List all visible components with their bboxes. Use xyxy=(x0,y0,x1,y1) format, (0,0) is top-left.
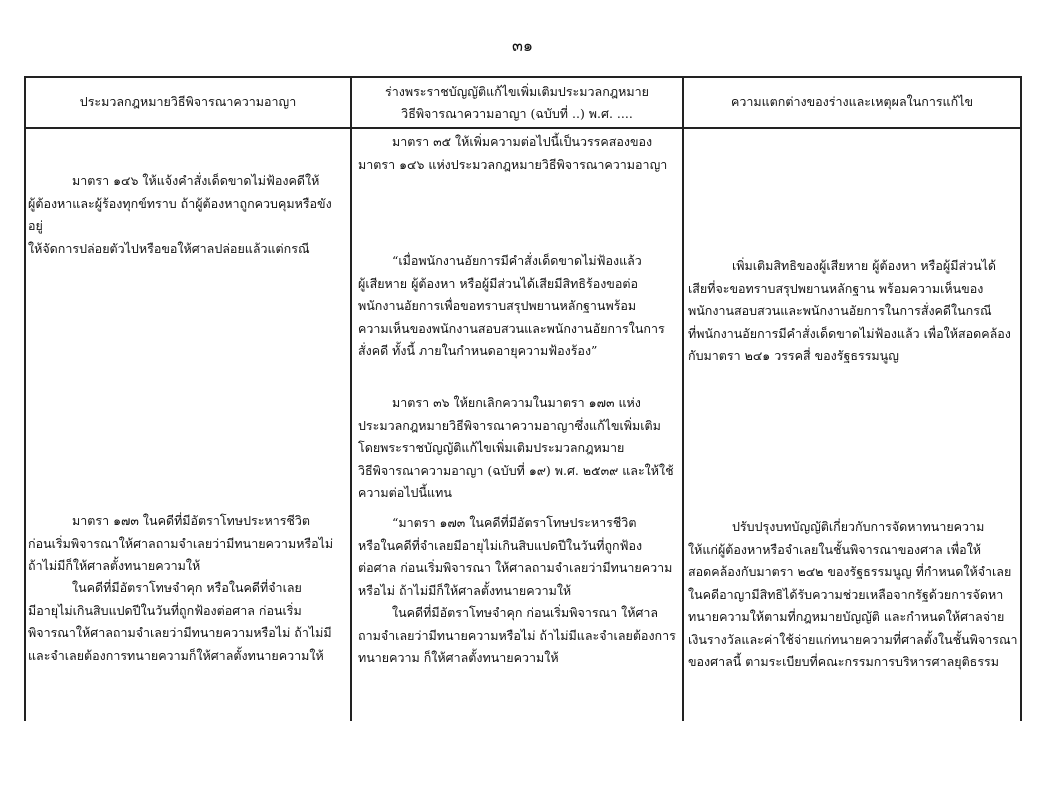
column-divider-1 xyxy=(350,76,352,721)
table-left-border xyxy=(24,76,26,721)
table-top-rule xyxy=(24,76,1022,78)
header-bottom-rule xyxy=(24,127,1022,129)
reason-row-1: เพิ่มเติมสิทธิของผู้เสียหาย ผู้ต้องหา หรือผู้มีส่วนได้ เสียที่จะขอทราบสรุปพยานหลักฐาน พร้อมความเห็นของ พนักงานสอบสวนและพนักงานอัยการในการสั่งคดีในกรณี ที่พนักงานอัยการมีคำสั่งเด็ดขาดไม่ฟ้องแล้ว เพื่อให้สอดคล้อง กับมาตรา ๒๔๑ วรรคสี่ ของรัฐธรรมนูญ xyxy=(688,258,1011,363)
section-173-paragraph-2: ในคดีที่มีอัตราโทษจำคุก หรือในคดีที่จำเลย มีอายุไม่เกินสิบแปดปีในวันที่ถูกฟ้องต่อศาล ก่อนเริ่ม พิจารณาให้ศาลถามจำเลยว่ามีทนายความหรือไม่ ถ้าไม่มี และจำเลยต้องการทนายความก็ให้ศาลตั้งทนายความให้ xyxy=(28,580,332,663)
reason-row-2: ปรับปรุงบทบัญญัติเกี่ยวกับการจัดหาทนายความ ให้แก่ผู้ต้องหาหรือจำเลยในชั้นพิจารณาของศาล เพื่อให้ สอดคล้องกับมาตรา ๒๔๒ ของรัฐธรรมนูญ ที่กำหนดให้จำเลย ในคดีอาญามีสิทธิได้รับความช่วยเหลือจากรัฐด้วยการจัดหา ทนายความให้ตามที่กฎหมายบัญญัติ และกำหนดให้ศาลจ่าย เงินรางวัลและค่าใช้จ่ายแก่ทนายความที่ศาลตั้งในชั้นพิจารณา ของศาลนี้ ตามระเบียบที่คณะกรรมการบริหารศาลยุติธรรม xyxy=(688,519,1018,669)
page-number: ๓๑ xyxy=(511,36,534,55)
draft-section-36-quote-paragraph-1: “มาตรา ๑๗๓ ในคดีที่มีอัตราโทษประหารชีวิต หรือในคดีที่จำเลยมีอายุไม่เกินสิบแปดปีในวันที่ถูกฟ้อง ต่อศาล ก่อนเริ่มพิจารณา ให้ศาลถามจำเลยว่ามีทนายความ หรือไม่ ถ้าไม่มีก็ให้ศาลตั้งทนายความให้ xyxy=(358,515,673,598)
table-right-border xyxy=(1020,76,1022,721)
draft-section-36-quote-paragraph-2: ในคดีที่มีอัตราโทษจำคุก ก่อนเริ่มพิจารณา ให้ศาล ถามจำเลยว่ามีทนายความหรือไม่ ถ้าไม่มีและจำเลยต้องการ ทนายความ ก็ให้ศาลตั้งทนายความให้ xyxy=(358,605,676,665)
header-draft-amendment-line1: ร่างพระราชบัญญัติแก้ไขเพิ่มเติมประมวลกฎหมาย xyxy=(385,84,649,99)
header-differences-reasons: ความแตกต่างของร่างและเหตุผลในการแก้ไข xyxy=(730,94,974,109)
column-divider-2 xyxy=(682,76,684,721)
section-146-text: มาตรา ๑๔๖ ให้แจ้งคำสั่งเด็ดขาดไม่ฟ้องคดีให้ ผู้ต้องหาและผู้ร้องทุกข์ทราบ ถ้าผู้ต้องหาถูกควบคุมหรือขังอยู่ ให้จัดการปล่อยตัวไปหรือขอให้ศาลปล่อยแล้วแต่กรณี xyxy=(28,173,332,256)
draft-section-35-quote: “เมื่อพนักงานอัยการมีคำสั่งเด็ดขาดไม่ฟ้องแล้ว ผู้เสียหาย ผู้ต้องหา หรือผู้มีส่วนได้เสียมีสิทธิร้องขอต่อ พนักงานอัยการเพื่อขอทราบสรุปพยานหลักฐานพร้อม ความเห็นของพนักงานสอบสวนและพนักงานอัยการในการ สั่งคดี ทั้งนี้ ภายในกำหนดอายุความฟ้องร้อง” xyxy=(358,253,665,358)
draft-section-35-text: มาตรา ๓๕ ให้เพิ่มความต่อไปนี้เป็นวรรคสองของ มาตรา ๑๔๖ แห่งประมวลกฎหมายวิธีพิจารณาความอาญา xyxy=(358,134,668,172)
header-current-law: ประมวลกฎหมายวิธีพิจารณาความอาญา xyxy=(79,94,297,109)
header-draft-amendment-line2: วิธีพิจารณาความอาญา (ฉบับที่ ..) พ.ศ. .... xyxy=(401,106,633,121)
draft-section-36-text: มาตรา ๓๖ ให้ยกเลิกความในมาตรา ๑๗๓ แห่ง ประมวลกฎหมายวิธีพิจารณาความอาญาซึ่งแก้ไขเพิ่มเติม โดยพระราชบัญญัติแก้ไขเพิ่มเติมประมวลกฎหมาย วิธีพิจารณาความอาญา (ฉบับที่ ๑๙) พ.ศ. ๒๕๓๙ และให้ใช้ ความต่อไปนี้แทน xyxy=(358,395,674,500)
section-173-paragraph-1: มาตรา ๑๗๓ ในคดีที่มีอัตราโทษประหารชีวิต ก่อนเริ่มพิจารณาให้ศาลถามจำเลยว่ามีทนายความหรือไม่ ถ้าไม่มีก็ให้ศาลตั้งทนายความให้ xyxy=(28,513,334,573)
